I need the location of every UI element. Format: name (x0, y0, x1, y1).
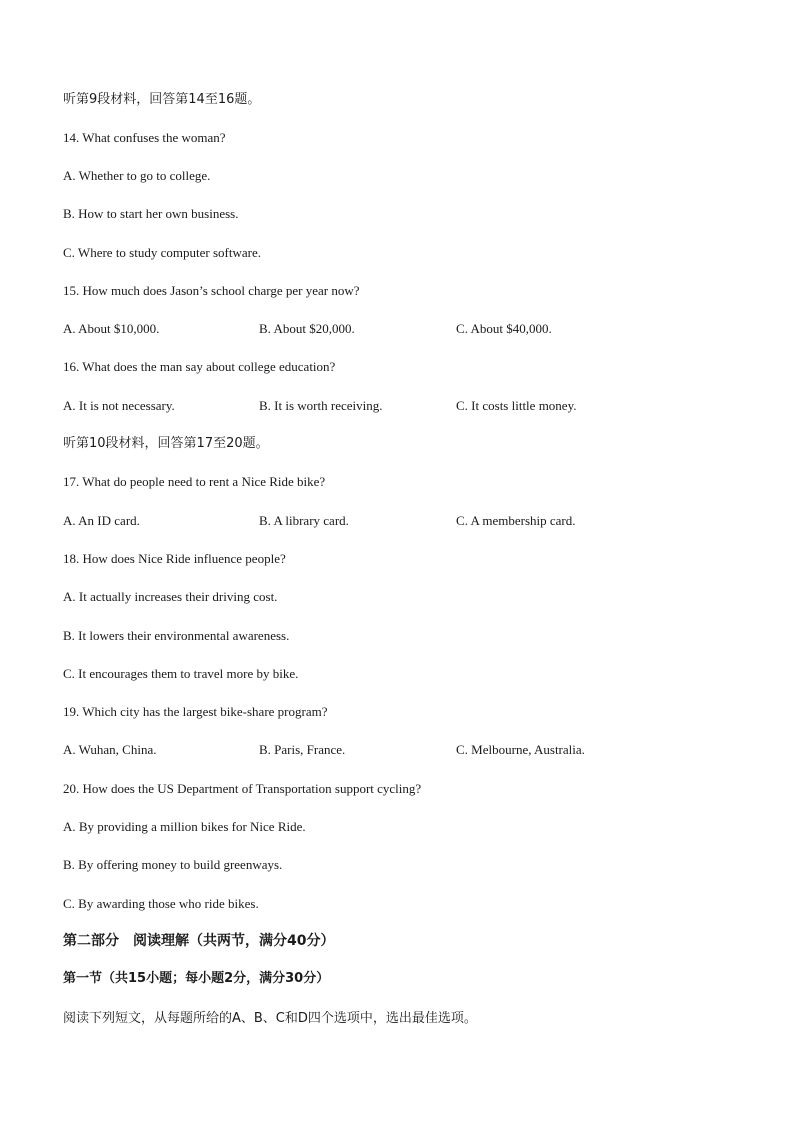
question-17-option-c: C. A membership card. (456, 513, 576, 528)
question-15-option-a: A. About $10,000. (63, 321, 160, 336)
question-15-stem: 15. How much does Jason’s school charge per year now? (63, 283, 360, 298)
question-17-options (63, 513, 743, 529)
question-20-stem: 20. How does the US Department of Transportation support cycling? (63, 781, 422, 796)
question-15-option-c: C. About $40,000. (456, 321, 552, 336)
reading-instruction: 阅读下列短文，从每题所给的A、B、C和D四个选项中，选出最佳选项。 (63, 1011, 477, 1026)
question-18-option-b: B. It lowers their environmental awareness. (63, 628, 290, 643)
question-20-option-b: B. By offering money to build greenways. (63, 857, 283, 872)
question-16-option-b: B. It is worth receiving. (259, 398, 383, 413)
section-9-intro: 听第9段材料，回答第14至16题。 (63, 92, 261, 107)
question-14-option-c: C. Where to study computer software. (63, 245, 261, 260)
question-19-options (63, 742, 743, 758)
question-19-stem: 19. Which city has the largest bike-share program? (63, 704, 328, 719)
question-17-option-b: B. A library card. (259, 513, 349, 528)
question-18-option-c: C. It encourages them to travel more by bike. (63, 666, 299, 681)
question-18-option-a: A. It actually increases their driving cost. (63, 589, 278, 604)
question-17-stem: 17. What do people need to rent a Nice Ride bike? (63, 474, 326, 489)
question-20-option-c: C. By awarding those who ride bikes. (63, 896, 259, 911)
question-19-option-a: A. Wuhan, China. (63, 742, 157, 757)
question-17-option-a: A. An ID card. (63, 513, 140, 528)
question-18-stem: 18. How does Nice Ride influence people? (63, 551, 286, 566)
question-15-options (63, 321, 743, 337)
question-19-option-c: C. Melbourne, Australia. (456, 742, 585, 757)
question-16-option-c: C. It costs little money. (456, 398, 577, 413)
question-15-option-b: B. About $20,000. (259, 321, 355, 336)
question-16-option-a: A. It is not necessary. (63, 398, 175, 413)
question-19-option-b: B. Paris, France. (259, 742, 346, 757)
part-2-heading: 第二部分 阅读理解（共两节，满分40分） (63, 933, 335, 949)
question-16-stem: 16. What does the man say about college education? (63, 359, 336, 374)
section-1-heading: 第一节（共15小题；每小题2分，满分30分） (63, 971, 330, 986)
question-20-option-a: A. By providing a million bikes for Nice Ride. (63, 819, 306, 834)
question-14-option-b: B. How to start her own business. (63, 206, 239, 221)
question-16-options (63, 398, 743, 414)
question-14-stem: 14. What confuses the woman? (63, 130, 226, 145)
question-14-option-a: A. Whether to go to college. (63, 168, 211, 183)
section-10-intro: 听第10段材料，回答第17至20题。 (63, 436, 269, 451)
